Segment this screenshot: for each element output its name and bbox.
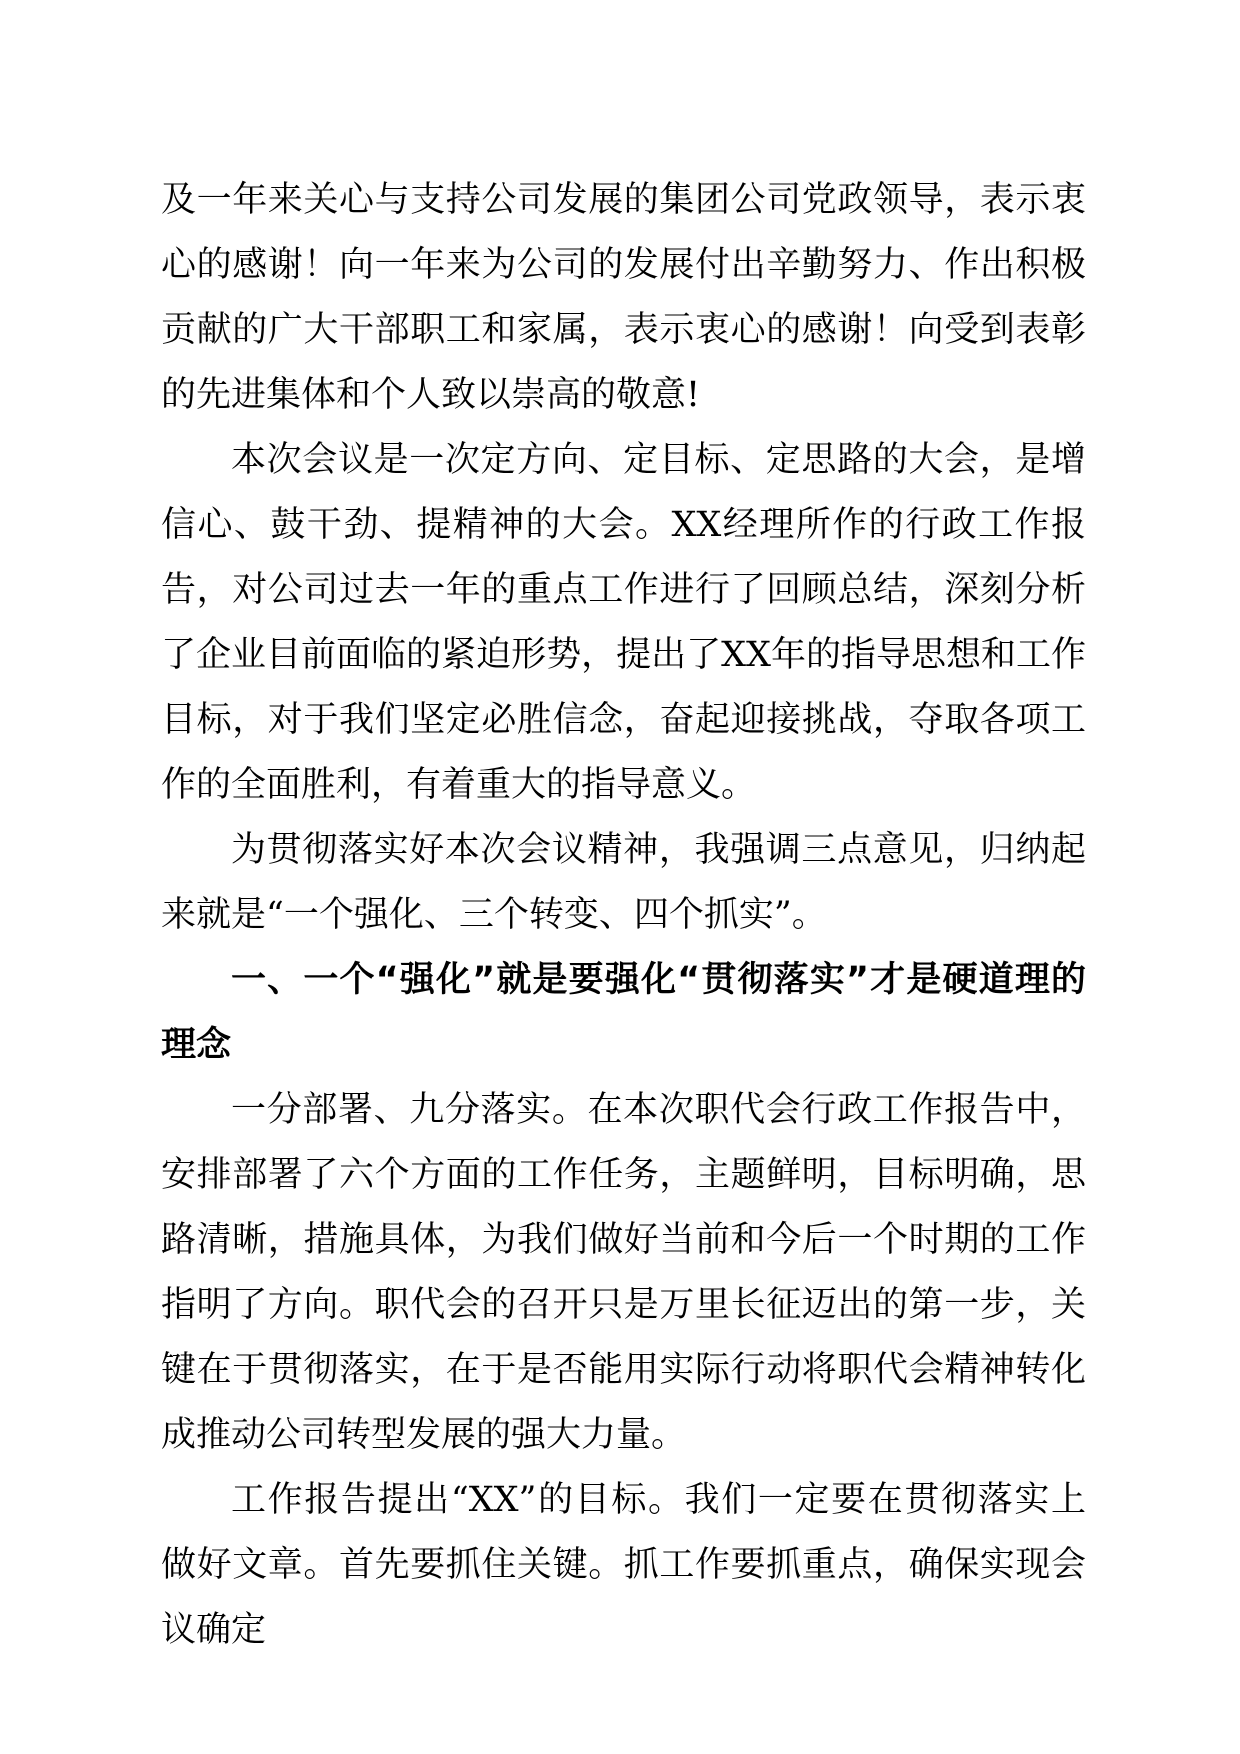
section-heading-strengthen: 一、一个“强化”就是要强化“贯彻落实”才是硬道理的理念 (161, 960, 1086, 1065)
paragraph-meeting-significance: 本次会议是一次定方向、定目标、定思路的大会，是增信心、鼓干劲、提精神的大会。XX经理所作的行政工作报告，对公司过去一年的重点工作进行了回顾总结，深刻分析了企业目前面临的紧迫形势，提出了XX年的指导思想和工作目标，对于我们坚定必胜信念，奋起迎接挑战，夺取各项工作的全面胜利，有着重大的指导意义。 (161, 440, 1086, 805)
paragraph-three-opinions: 为贯彻落实好本次会议精神，我强调三点意见，归纳起来就是“一个强化、三个转变、四个抓实”。 (161, 830, 1086, 935)
document-body (161, 168, 1086, 1663)
paragraph-work-report-goal: 工作报告提出“XX”的目标。我们一定要在贯彻落实上做好文章。首先要抓住关键。抓工作要抓重点，确保实现会议确定 (161, 1480, 1086, 1650)
paragraph-implementation: 一分部署、九分落实。在本次职代会行政工作报告中，安排部署了六个方面的工作任务，主题鲜明，目标明确，思路清晰，措施具体，为我们做好当前和今后一个时期的工作指明了方向。职代会的召开只是万里长征迈出的第一步，关键在于贯彻落实，在于是否能用实际行动将职代会精神转化成推动公司转型发展的强大力量。 (161, 1090, 1086, 1455)
paragraph-thanks-continued: 及一年来关心与支持公司发展的集团公司党政领导，表示衷心的感谢！向一年来为公司的发展付出辛勤努力、作出积极贡献的广大干部职工和家属，表示衷心的感谢！向受到表彰的先进集体和个人致以崇高的敬意! (161, 180, 1086, 415)
